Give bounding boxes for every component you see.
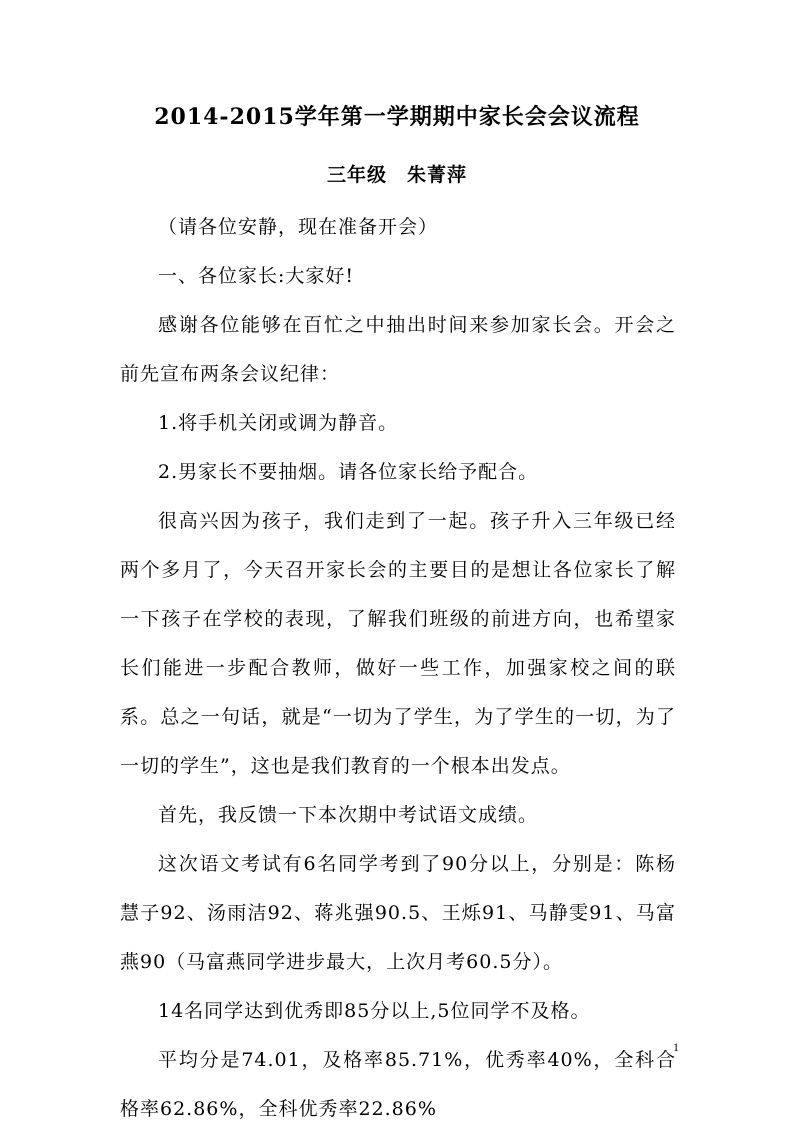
paragraph-opening-note: （请各位安静，现在准备开会） — [158, 216, 439, 238]
author-line: 三年级 朱菁萍 — [326, 164, 467, 186]
document-body — [120, 203, 676, 1134]
page-number: 1 — [673, 1040, 679, 1054]
paragraph-greeting: 一、各位家长:大家好! — [158, 265, 355, 287]
paragraph-top-scores: 这次语文考试有6名同学考到了90分以上，分别是：陈杨慧子92、汤雨洁92、蒋兆强90.5、王烁91、马静雯91、马富燕90（马富燕同学进步最大，上次月考60.5分）。 — [120, 853, 676, 973]
paragraph-thanks: 感谢各位能够在百忙之中抽出时间来参加家长会。开会之前先宣布两条会议纪律： — [120, 314, 676, 385]
paragraph-statistics: 平均分是74.01，及格率85.71%，优秀率40%，全科合格率62.86%，全科优秀率22.86% — [120, 1049, 676, 1120]
document-title: 2014-2015学年第一学期期中家长会会议流程 — [154, 104, 640, 130]
paragraph-purpose: 很高兴因为孩子，我们走到了一起。孩子升入三年级已经两个多月了，今天召开家长会的主要目的是想让各位家长了解一下孩子在学校的表现，了解我们班级的前进方向，也希望家长们能进一步配合教师，做好一些工作，加强家校之间的联系。总之一句话，就是“一切为了学生，为了学生的一切，为了一切的学生”，这也是我们教育的一个根本出发点。 — [120, 510, 676, 777]
paragraph-excellent-count: 14名同学达到优秀即85分以上,5位同学不及格。 — [158, 1000, 591, 1022]
paragraph-feedback-intro: 首先，我反馈一下本次期中考试语文成绩。 — [158, 804, 539, 826]
paragraph-rule-2: 2.男家长不要抽烟。请各位家长给予配合。 — [158, 461, 539, 483]
paragraph-rule-1: 1.将手机关闭或调为静音。 — [158, 412, 399, 434]
